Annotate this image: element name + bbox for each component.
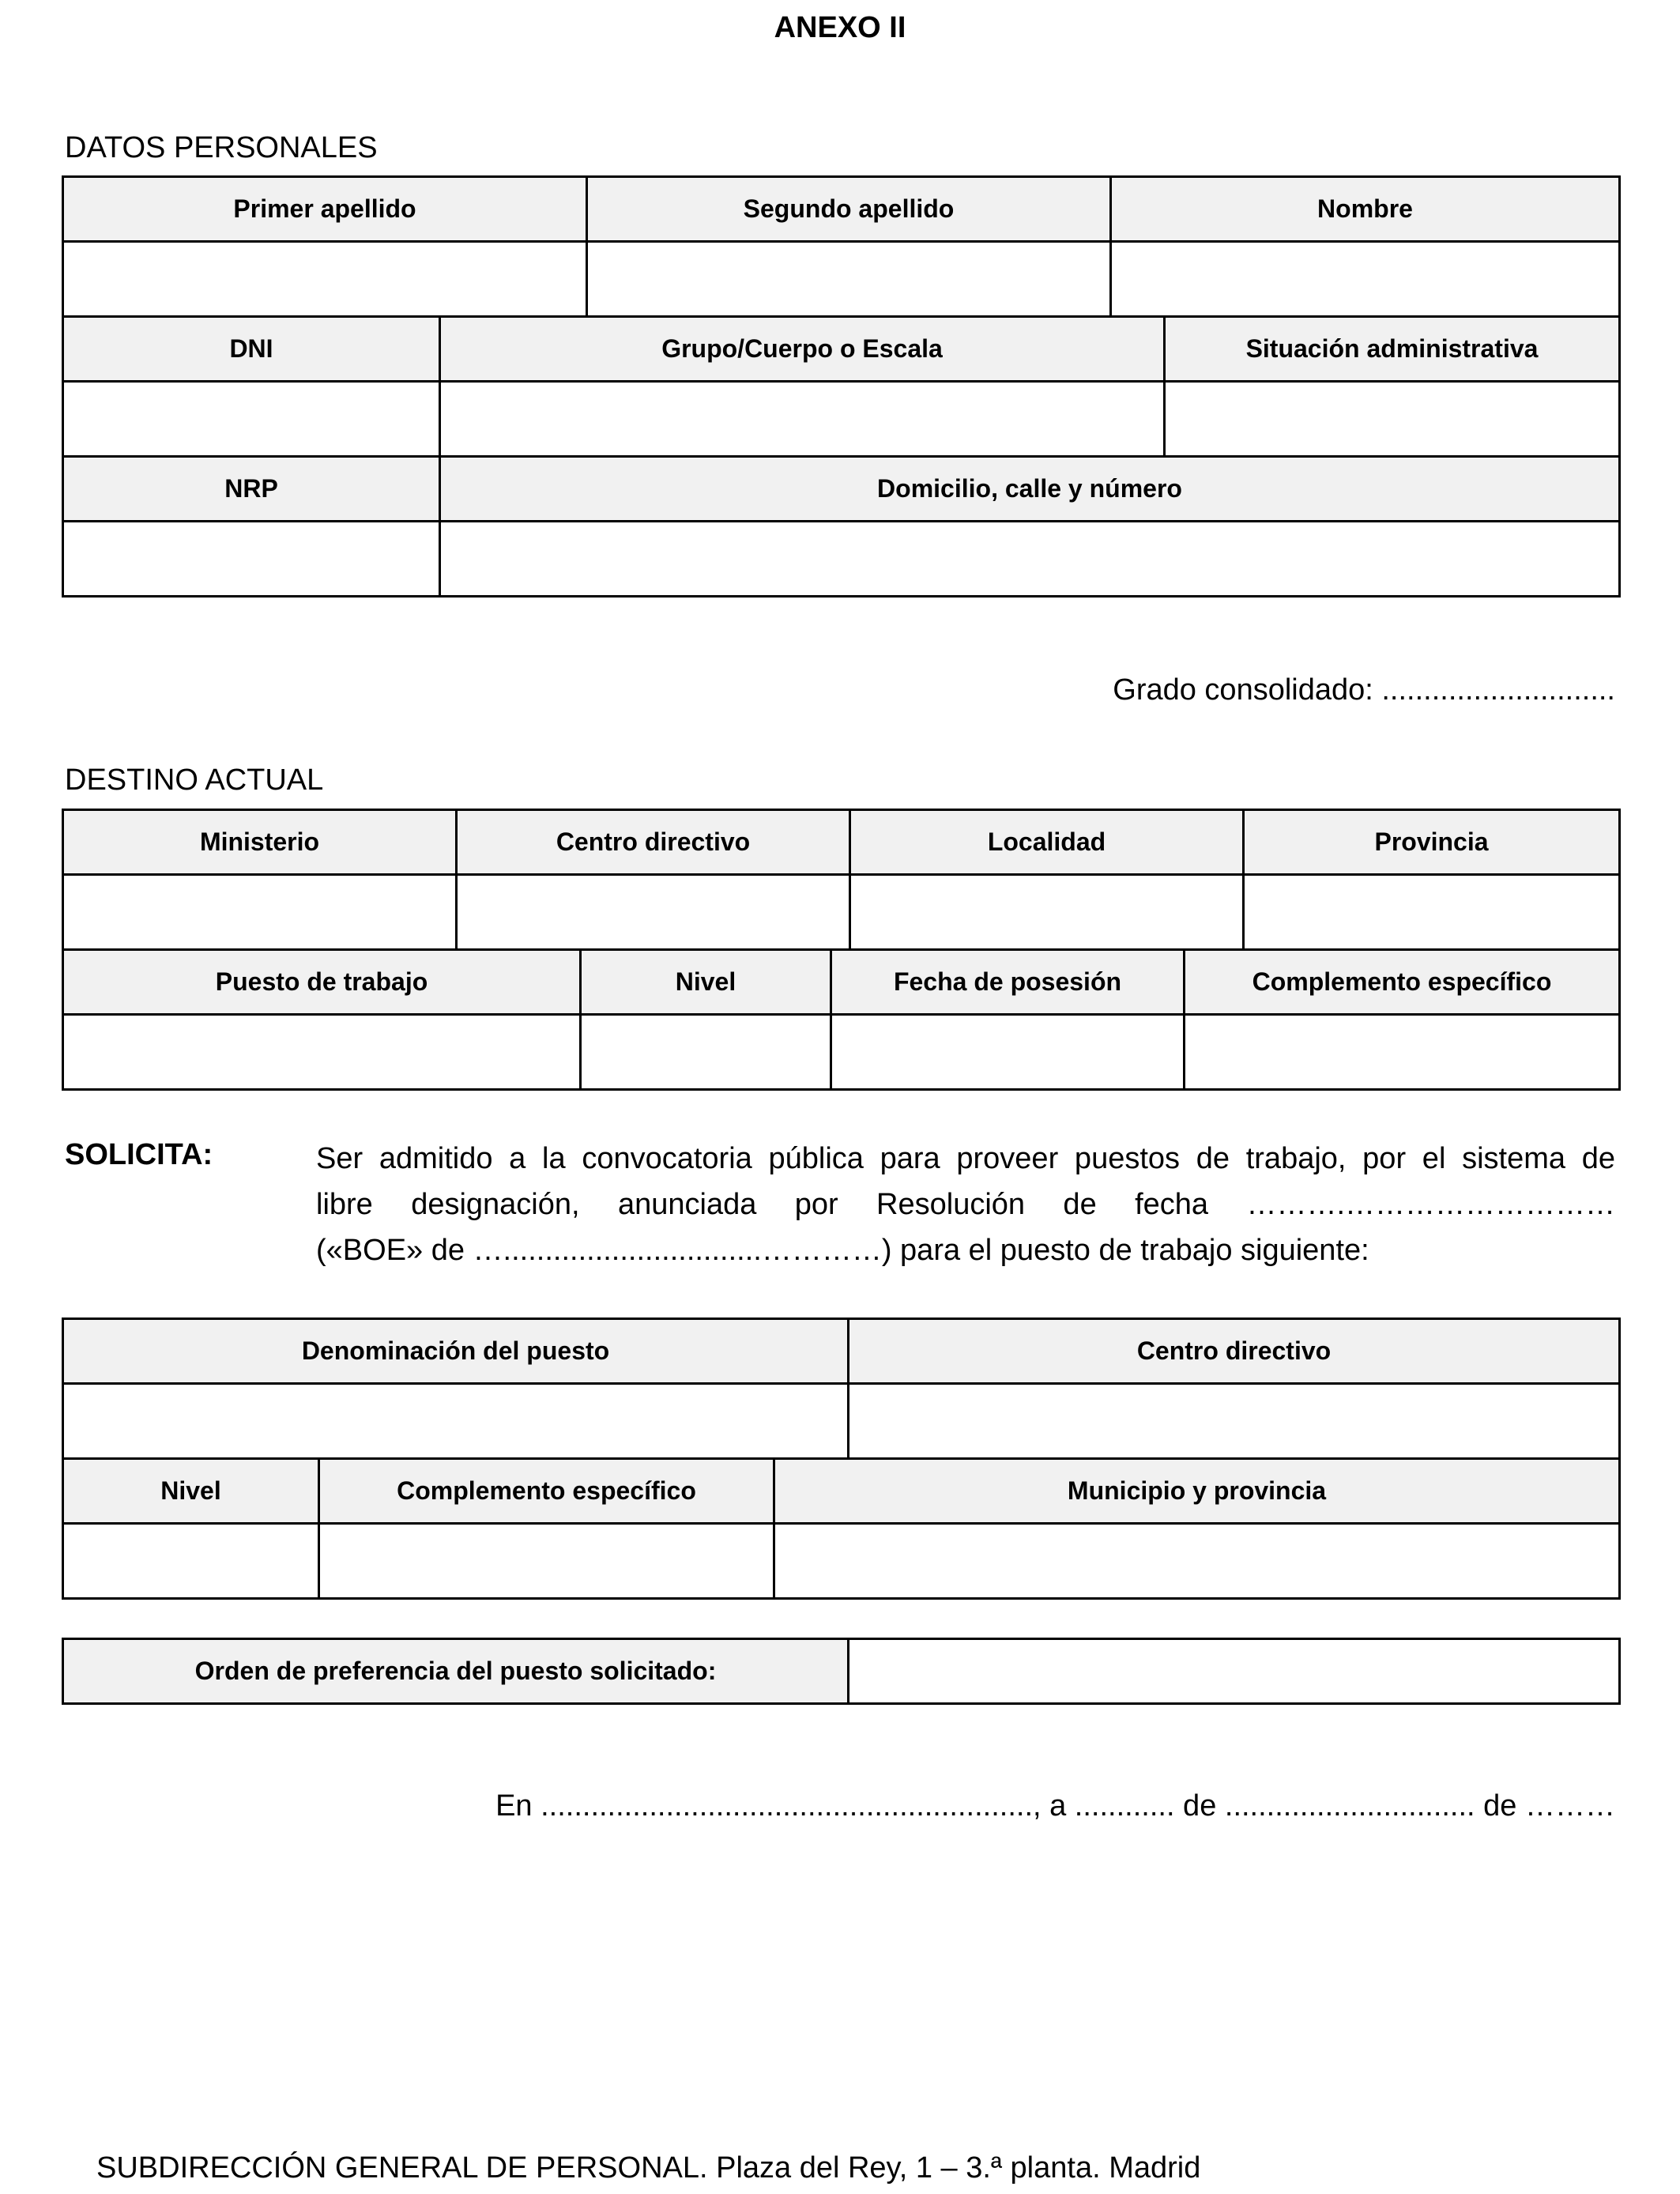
header-puesto-nivel: Nivel — [63, 1459, 319, 1524]
destino-actual-table-row1 — [62, 809, 1621, 951]
header-domicilio: Domicilio, calle y número — [440, 457, 1620, 522]
header-situacion-administrativa: Situación administrativa — [1165, 317, 1620, 382]
orden-preferencia-label: Orden de preferencia del puesto solicitado: — [63, 1639, 849, 1704]
puesto-table-row2 — [62, 1457, 1621, 1600]
puesto-table-row1 — [62, 1318, 1621, 1460]
header-segundo-apellido: Segundo apellido — [587, 177, 1111, 242]
destino-actual-table-row2 — [62, 948, 1621, 1091]
lugar-y-fecha: En ..........................................................., a ............ de .............................. de ……… — [495, 1789, 1615, 1823]
field-localidad[interactable] — [850, 875, 1244, 950]
solicita-line-1: Ser admitido a la convocatoria pública para proveer puestos de trabajo, por el sistema de — [316, 1142, 1615, 1175]
field-puesto-centro-directivo[interactable] — [849, 1384, 1620, 1459]
header-dni: DNI — [63, 317, 440, 382]
header-puesto-complemento-especifico: Complemento específico — [319, 1459, 774, 1524]
field-grupo-cuerpo-escala[interactable] — [440, 382, 1165, 457]
datos-personales-table-row1 — [62, 175, 1621, 318]
header-grupo-cuerpo-escala: Grupo/Cuerpo o Escala — [440, 317, 1165, 382]
section-heading-destino-actual: DESTINO ACTUAL — [65, 763, 324, 797]
solicita-label: SOLICITA: — [65, 1138, 213, 1171]
header-primer-apellido: Primer apellido — [63, 177, 587, 242]
header-fecha-de-posesion: Fecha de posesión — [831, 950, 1185, 1015]
field-puesto-de-trabajo[interactable] — [63, 1015, 581, 1090]
header-provincia: Provincia — [1244, 810, 1620, 875]
header-ministerio: Ministerio — [63, 810, 457, 875]
field-nrp[interactable] — [63, 522, 440, 597]
header-municipio-y-provincia: Municipio y provincia — [774, 1459, 1620, 1524]
header-localidad: Localidad — [850, 810, 1244, 875]
header-puesto-de-trabajo: Puesto de trabajo — [63, 950, 581, 1015]
orden-preferencia-table — [62, 1638, 1621, 1705]
page-title: ANEXO II — [774, 11, 906, 44]
field-segundo-apellido[interactable] — [587, 242, 1111, 317]
header-denominacion-del-puesto: Denominación del puesto — [63, 1319, 849, 1384]
field-denominacion-del-puesto[interactable] — [63, 1384, 849, 1459]
field-domicilio[interactable] — [440, 522, 1620, 597]
solicita-line-2: libre designación, anunciada por Resolución de fecha ……….……………………… — [316, 1188, 1615, 1221]
datos-personales-table-row3 — [62, 455, 1621, 598]
field-fecha-de-posesion[interactable] — [831, 1015, 1185, 1090]
field-orden-preferencia[interactable] — [849, 1639, 1620, 1704]
field-puesto-complemento-especifico[interactable] — [319, 1524, 774, 1599]
field-complemento-especifico[interactable] — [1185, 1015, 1620, 1090]
field-puesto-nivel[interactable] — [63, 1524, 319, 1599]
header-nrp: NRP — [63, 457, 440, 522]
solicita-text — [316, 1136, 1615, 1273]
field-centro-directivo[interactable] — [457, 875, 850, 950]
field-dni[interactable] — [63, 382, 440, 457]
solicita-line-3: («BOE» de …...............................…………) para el puesto de trabajo siguiente: — [316, 1234, 1369, 1267]
field-nivel[interactable] — [581, 1015, 831, 1090]
header-nombre: Nombre — [1111, 177, 1620, 242]
grado-consolidado: Grado consolidado: ............................ — [1113, 673, 1615, 707]
field-provincia[interactable] — [1244, 875, 1620, 950]
field-ministerio[interactable] — [63, 875, 457, 950]
field-nombre[interactable] — [1111, 242, 1620, 317]
field-municipio-y-provincia[interactable] — [774, 1524, 1620, 1599]
section-heading-datos-personales: DATOS PERSONALES — [65, 131, 378, 164]
footer-address: SUBDIRECCIÓN GENERAL DE PERSONAL. Plaza del Rey, 1 – 3.ª planta. Madrid — [96, 2151, 1201, 2185]
field-situacion-administrativa[interactable] — [1165, 382, 1620, 457]
datos-personales-table-row2 — [62, 315, 1621, 458]
field-primer-apellido[interactable] — [63, 242, 587, 317]
header-puesto-centro-directivo: Centro directivo — [849, 1319, 1620, 1384]
header-nivel: Nivel — [581, 950, 831, 1015]
header-centro-directivo: Centro directivo — [457, 810, 850, 875]
header-complemento-especifico: Complemento específico — [1185, 950, 1620, 1015]
